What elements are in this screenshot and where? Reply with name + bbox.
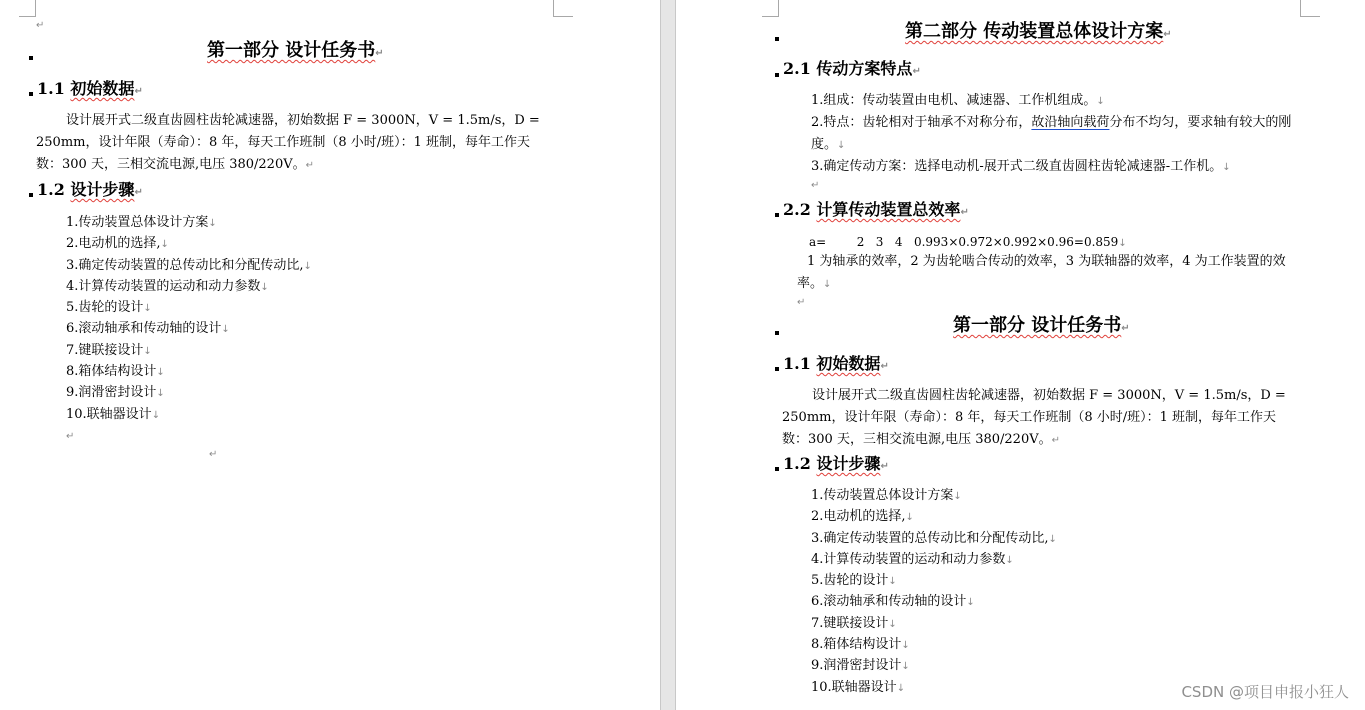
- document-page-left[interactable]: [0, 0, 660, 710]
- list-item: 3.确定传动装置的总传动比和分配传动比,↓: [66, 257, 312, 273]
- section-heading-1-1: 1.1 初始数据↵: [37, 79, 143, 98]
- section-heading-1-2: 1.2 设计步骤↵: [783, 454, 889, 473]
- list-item: 5.齿轮的设计↓: [66, 300, 152, 316]
- list-item: 9.润滑密封设计↓: [811, 658, 910, 674]
- paragraph-mark: ↵: [811, 180, 820, 191]
- list-item: 10.联轴器设计↓: [811, 679, 906, 695]
- list-item: 6.滚动轴承和传动轴的设计↓: [66, 321, 230, 337]
- list-item: 9.润滑密封设计↓: [66, 385, 165, 401]
- list-bullet: [29, 193, 33, 197]
- efficiency-formula: a= 2 3 4 0.993×0.972×0.992×0.96=0.859↓: [809, 235, 1127, 249]
- repeated-title: 第一部分 设计任务书↵: [953, 315, 1130, 336]
- intro-paragraph: 设计展开式二级直齿圆柱齿轮减速器，初始数据 F = 3000N，V = 1.5m/s，D = 250mm，设计年限（寿命）：8 年，每天工作班制（8 小时/班）：1 班制，每年工作天数：300 天，三相交流电源,电压 380/220V。↵: [36, 113, 540, 172]
- section-heading-1-2: 1.2 设计步骤↵: [37, 180, 143, 199]
- design-steps-list: [811, 485, 1057, 698]
- scheme-point-1: 1.组成：传动装置由电机、减速器、工作机组成。↓: [811, 93, 1105, 108]
- list-item: 2.电动机的选择,↓: [811, 509, 914, 525]
- page-title: 第一部分 设计任务书↵: [207, 40, 384, 61]
- list-bullet: [775, 73, 779, 77]
- list-bullet: [775, 37, 779, 41]
- list-item: 1.传动装置总体设计方案↓: [66, 215, 217, 230]
- list-item: 5.齿轮的设计↓: [811, 573, 897, 589]
- design-steps-list: [66, 212, 312, 446]
- section-heading-1-1: 1.1 初始数据↵: [783, 354, 889, 373]
- paragraph-mark: ↵: [36, 20, 45, 31]
- intro-paragraph: 设计展开式二级直齿圆柱齿轮减速器，初始数据 F = 3000N，V = 1.5m/s，D = 250mm，设计年限（寿命）：8 年，每天工作班制（8 小时/班）：1 班制，每年工作天数：300 天，三相交流电源,电压 380/220V。↵: [782, 388, 1286, 447]
- crop-mark-top-left: [762, 0, 779, 17]
- list-item: 10.联轴器设计↓: [66, 406, 161, 422]
- crop-mark-top-left: [19, 0, 36, 17]
- list-bullet: [29, 56, 33, 60]
- scheme-point-2: 2.特点：齿轮相对于轴承不对称分布，故沿轴向载荷分布不均匀，要求轴有较大的刚度。↓: [811, 115, 1292, 152]
- list-item: 3.确定传动装置的总传动比和分配传动比,↓: [811, 530, 1057, 546]
- section-heading-2-2: 2.2 计算传动装置总效率↵: [783, 200, 969, 219]
- section-heading-2-1: 2.1 传动方案特点↵: [783, 59, 921, 78]
- list-item: 2.电动机的选择,↓: [66, 236, 169, 252]
- list-item: 4.计算传动装置的运动和动力参数↓: [811, 551, 1014, 567]
- page-title: 第二部分 传动装置总体设计方案↵: [905, 21, 1172, 42]
- list-item: 7.键联接设计↓: [66, 342, 152, 358]
- page-gutter: [660, 0, 676, 710]
- list-bullet: [775, 331, 779, 335]
- paragraph-mark: ↵: [209, 449, 218, 460]
- document-page-right[interactable]: [676, 0, 1365, 710]
- list-bullet: [775, 467, 779, 471]
- crop-mark-top-right: [1300, 0, 1320, 17]
- list-bullet: [775, 213, 779, 217]
- list-bullet: [29, 92, 33, 96]
- list-item: 8.箱体结构设计↓: [66, 364, 165, 380]
- list-item: 7.键联接设计↓: [811, 615, 897, 631]
- list-item: 1.传动装置总体设计方案↓: [811, 488, 962, 503]
- list-item: ↵: [66, 430, 75, 442]
- csdn-watermark: CSDN @项目申报小狂人: [1181, 683, 1349, 701]
- list-item: 4.计算传动装置的运动和动力参数↓: [66, 278, 269, 294]
- list-item: 8.箱体结构设计↓: [811, 637, 910, 653]
- scheme-point-3: 3.确定传动方案：选择电动机-展开式二级直齿圆柱齿轮减速器-工作机。↓: [811, 159, 1231, 174]
- list-bullet: [775, 367, 779, 371]
- list-item: 6.滚动轴承和传动轴的设计↓: [811, 594, 975, 610]
- efficiency-note: 1 为轴承的效率，2 为齿轮啮合传动的效率，3 为联轴器的效率，4 为工作装置的效率。↓: [797, 254, 1286, 291]
- crop-mark-top-right: [553, 0, 573, 17]
- paragraph-mark: ↵: [797, 297, 806, 308]
